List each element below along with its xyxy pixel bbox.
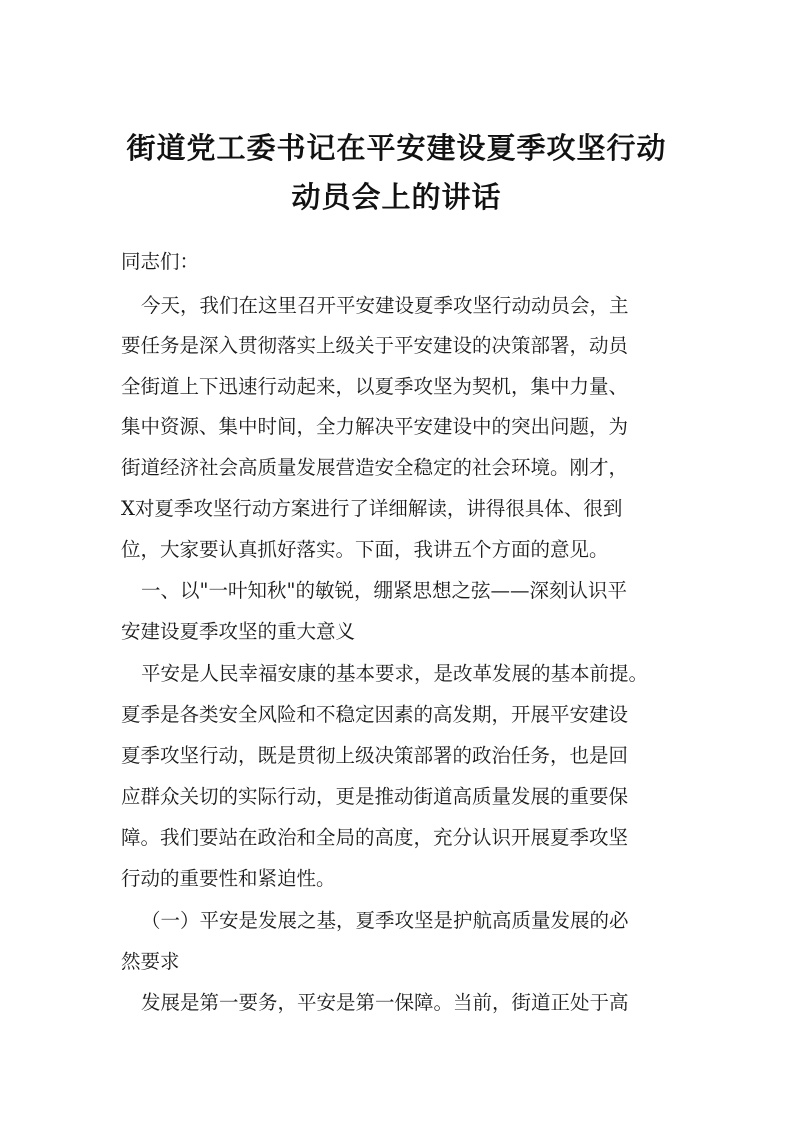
salutation: 同志们： bbox=[121, 250, 200, 273]
paragraph-line: 今天，我们在这里召开平安建设夏季攻坚行动动员会，主 bbox=[141, 294, 629, 317]
subsection-heading-line: （一）平安是发展之基，夏季攻坚是护航高质量发展的必 bbox=[141, 909, 629, 932]
paragraph-line: 应群众关切的实际行动，更是推动街道高质量发展的重要保 bbox=[121, 785, 629, 808]
paragraph-line: 障。我们要站在政治和全局的高度，充分认识开展夏季攻坚 bbox=[121, 826, 629, 849]
paragraph-line: 位，大家要认真抓好落实。下面，我讲五个方面的意见。 bbox=[121, 538, 609, 561]
paragraph-line: 集中资源、集中时间，全力解决平安建设中的突出问题，为 bbox=[121, 415, 629, 438]
paragraph-line: 行动的重要性和紧迫性。 bbox=[121, 867, 336, 890]
paragraph-line: X对夏季攻坚行动方案进行了详细解读，讲得很具体、很到 bbox=[121, 497, 623, 520]
section-heading-line: 一、以"一叶知秋"的敏锐，绷紧思想之弦——深刻认识平 bbox=[141, 579, 627, 602]
paragraph-line: 夏季攻坚行动，既是贯彻上级决策部署的政治任务，也是回 bbox=[121, 744, 629, 767]
paragraph-line: 全街道上下迅速行动起来，以夏季攻坚为契机，集中力量、 bbox=[121, 375, 629, 398]
paragraph-line: 要任务是深入贯彻落实上级关于平安建设的决策部署，动员 bbox=[121, 334, 629, 357]
paragraph-line: 夏季是各类安全风险和不稳定因素的高发期，开展平安建设 bbox=[121, 703, 629, 726]
subsection-heading-line: 然要求 bbox=[121, 950, 180, 973]
document-title-line-1: 街道党工委书记在平安建设夏季攻坚行动 bbox=[126, 131, 667, 165]
paragraph-line: 街道经济社会高质量发展营造安全稳定的社会环境。刚才， bbox=[121, 456, 629, 479]
paragraph-line: 发展是第一要务，平安是第一保障。当前，街道正处于高 bbox=[141, 991, 629, 1014]
paragraph-line: 平安是人民幸福安康的基本要求，是改革发展的基本前提。 bbox=[141, 662, 649, 685]
document-title-line-2: 动员会上的讲话 bbox=[291, 180, 502, 214]
section-heading-line: 安建设夏季攻坚的重大意义 bbox=[121, 620, 356, 643]
